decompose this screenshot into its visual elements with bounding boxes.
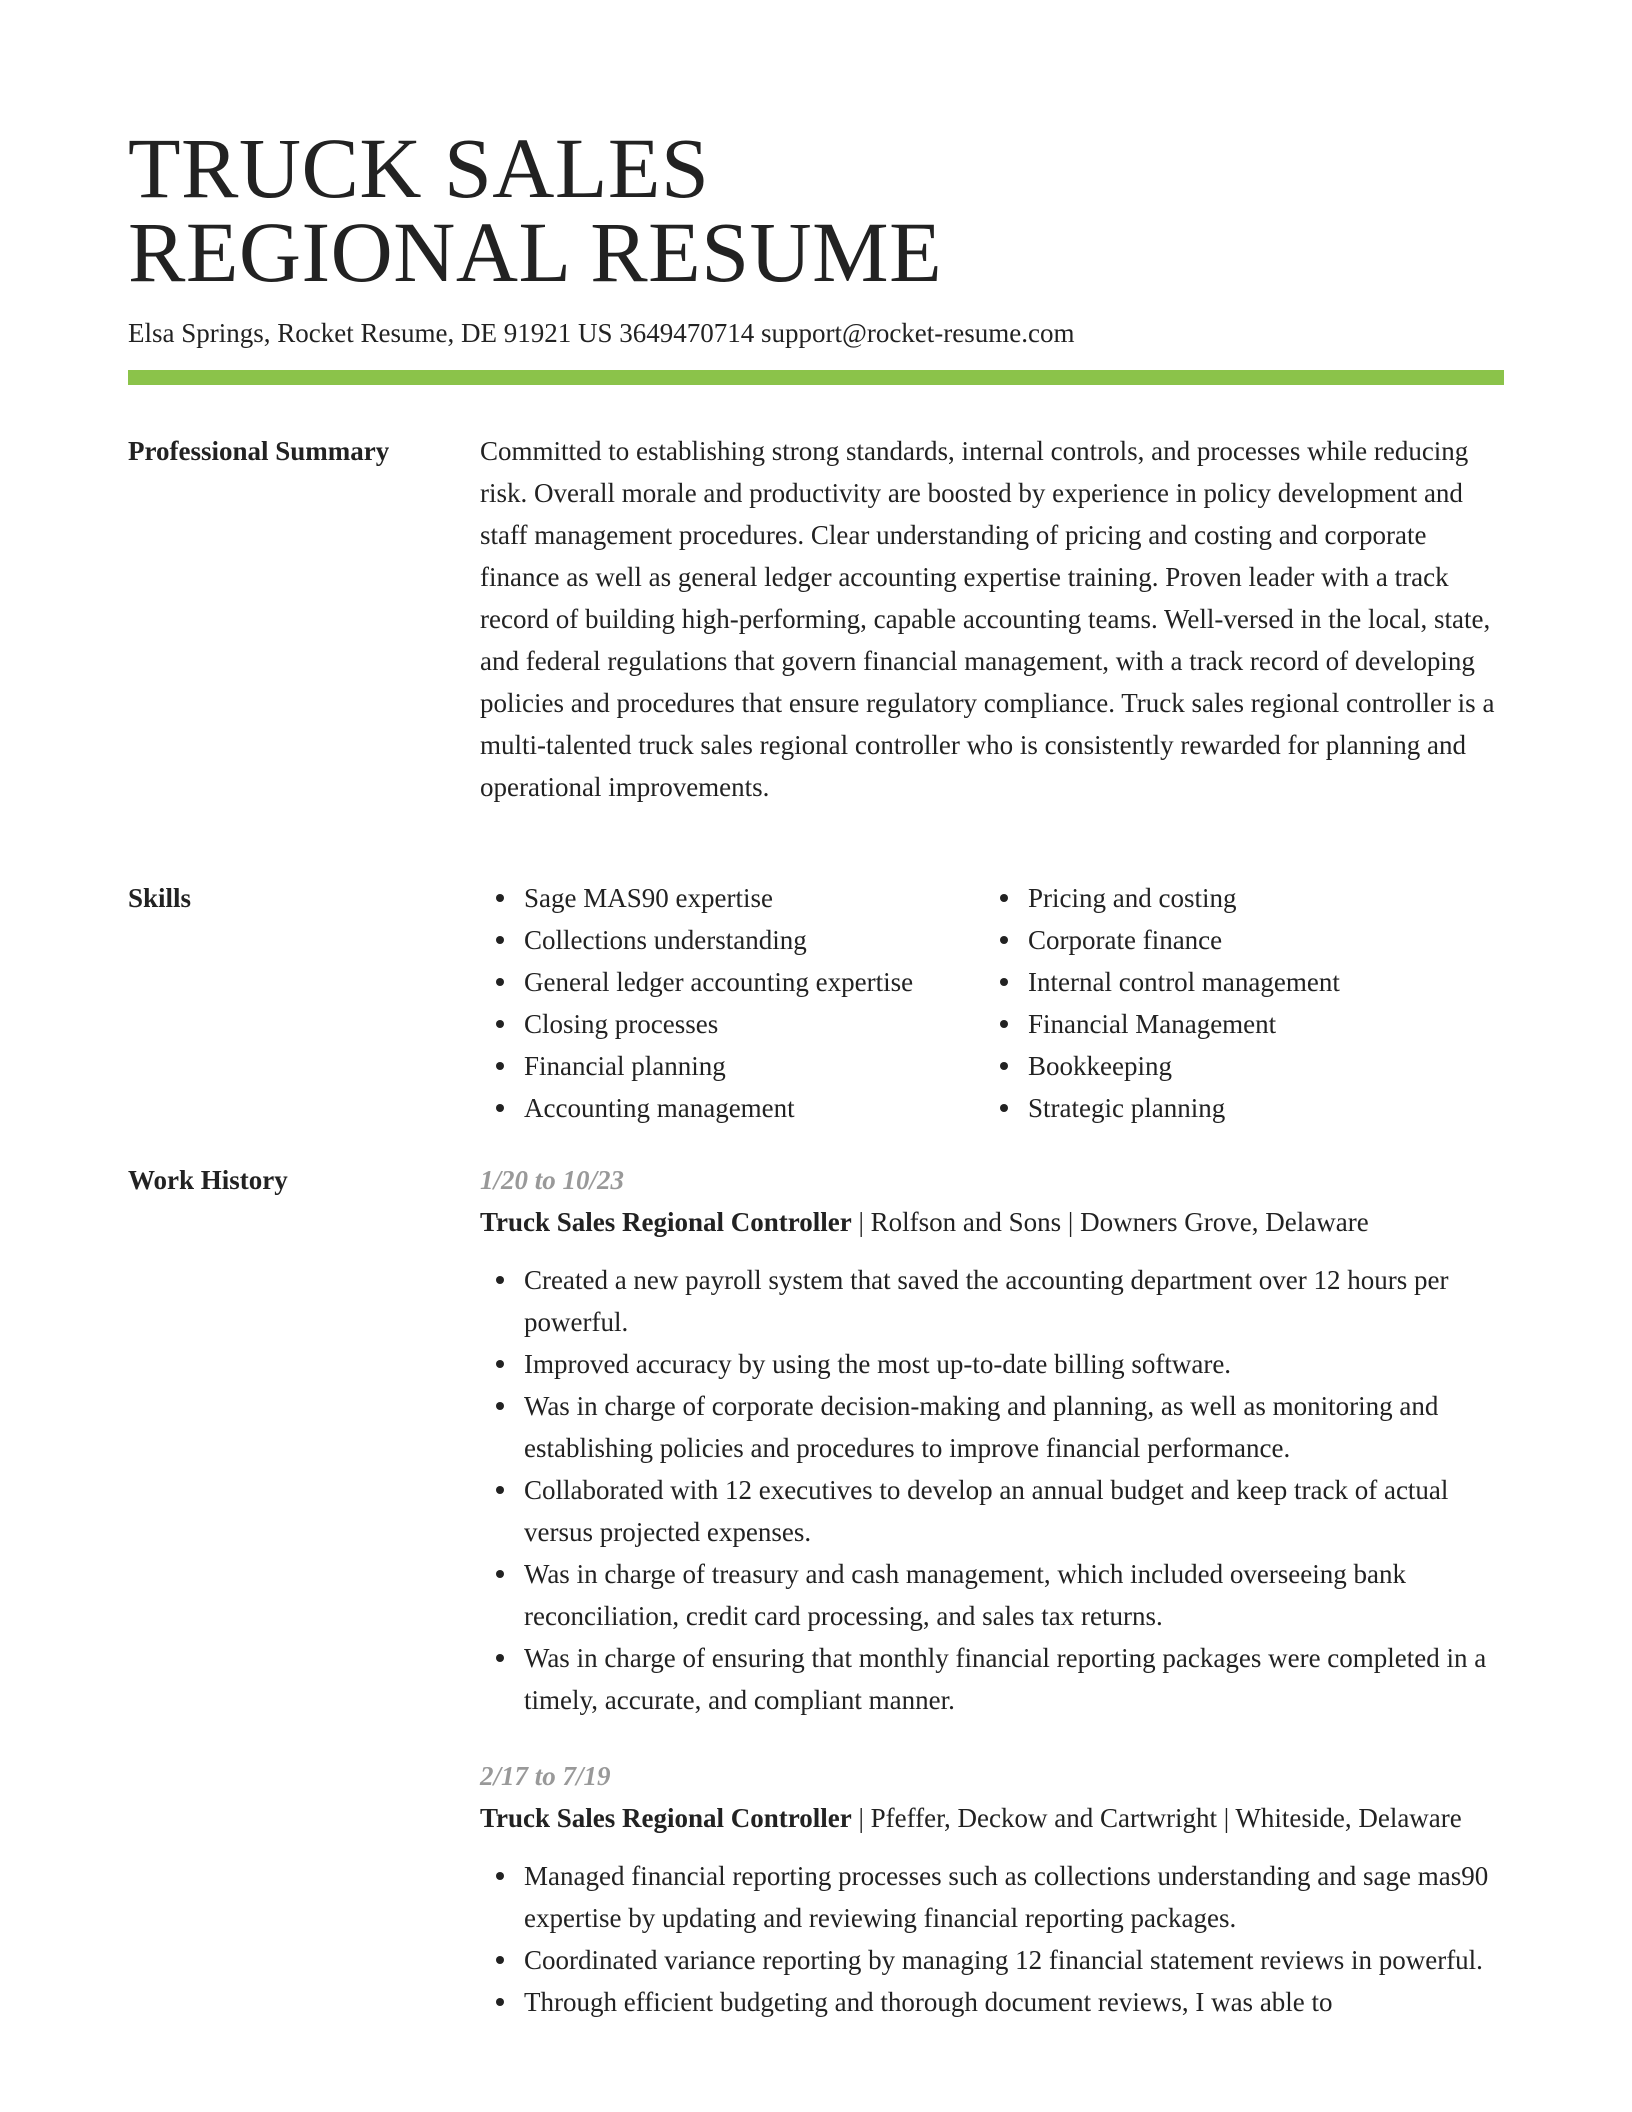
job-entry bbox=[480, 1159, 1504, 1721]
job-entry bbox=[480, 1755, 1504, 2023]
resume-header bbox=[128, 120, 1504, 385]
job-bullet: Was in charge of corporate decision-making and planning, as well as monitoring and establishing policies and procedures to improve financial performance. bbox=[480, 1385, 1504, 1469]
job-employer-location: | Pfeffer, Deckow and Cartwright | Whiteside, Delaware bbox=[851, 1803, 1462, 1833]
skill-item: Strategic planning bbox=[984, 1087, 1340, 1129]
job-title-line bbox=[480, 1797, 1504, 1839]
skill-item: General ledger accounting expertise bbox=[480, 961, 984, 1003]
job-title-line bbox=[480, 1201, 1504, 1243]
job-bullets bbox=[480, 1259, 1504, 1721]
work-history-heading: Work History bbox=[128, 1165, 288, 1195]
title-line-2: REGIONAL RESUME bbox=[128, 204, 943, 300]
skill-item: Collections understanding bbox=[480, 919, 984, 961]
job-bullet: Created a new payroll system that saved the accounting department over 12 hours per powerful. bbox=[480, 1259, 1504, 1343]
job-bullets bbox=[480, 1855, 1504, 2023]
page-title bbox=[128, 120, 1504, 300]
skill-item: Financial planning bbox=[480, 1045, 984, 1087]
job-bullet: Was in charge of ensuring that monthly financial reporting packages were completed in a timely, accurate, and compliant manner. bbox=[480, 1637, 1504, 1721]
job-title: Truck Sales Regional Controller bbox=[480, 1207, 852, 1237]
skills-section bbox=[128, 877, 1504, 1129]
summary-heading: Professional Summary bbox=[128, 436, 390, 466]
job-bullet: Was in charge of treasury and cash management, which included overseeing bank reconciliation, credit card processing, and sales tax returns. bbox=[480, 1553, 1504, 1637]
skill-item: Pricing and costing bbox=[984, 877, 1340, 919]
skill-item: Corporate finance bbox=[984, 919, 1340, 961]
job-dates: 1/20 to 10/23 bbox=[480, 1165, 625, 1195]
accent-divider bbox=[128, 370, 1504, 385]
summary-text: Committed to establishing strong standards, internal controls, and processes while reducing risk. Overall morale and productivity are boosted by experience in policy development and staff management procedures. Clear understanding of pricing and costing and corporate finance as well as general ledger accounting expertise training. Proven leader with a track record of building high-performing, capable accounting teams. Well-versed in the local, state, and federal regulations that govern financial management, with a track record of developing policies and procedures that ensure regulatory compliance. Truck sales regional controller is a multi-talented truck sales regional controller who is consistently rewarded for planning and operational improvements. bbox=[480, 436, 1495, 802]
job-bullet: Through efficient budgeting and thorough document reviews, I was able to bbox=[480, 1981, 1504, 2023]
skills-columns bbox=[480, 877, 1504, 1129]
skill-item: Accounting management bbox=[480, 1087, 984, 1129]
skill-item: Sage MAS90 expertise bbox=[480, 877, 984, 919]
skill-item: Closing processes bbox=[480, 1003, 984, 1045]
job-employer-location: | Rolfson and Sons | Downers Grove, Delaware bbox=[851, 1207, 1369, 1237]
skill-item: Bookkeeping bbox=[984, 1045, 1340, 1087]
skills-list-right bbox=[984, 877, 1340, 1129]
contact-info: Elsa Springs, Rocket Resume, DE 91921 US 3649470714 support@rocket-resume.com bbox=[128, 318, 1075, 348]
skills-body bbox=[480, 877, 1504, 1129]
summary-section bbox=[128, 430, 1504, 808]
work-history-section bbox=[128, 1159, 1504, 2057]
skills-list-left bbox=[480, 877, 984, 1129]
work-history-body bbox=[480, 1159, 1504, 2057]
job-bullet: Collaborated with 12 executives to develop an annual budget and keep track of actual versus projected expenses. bbox=[480, 1469, 1504, 1553]
skills-heading: Skills bbox=[128, 883, 192, 913]
job-bullet: Coordinated variance reporting by managing 12 financial statement reviews in powerful. bbox=[480, 1939, 1504, 1981]
skill-item: Internal control management bbox=[984, 961, 1340, 1003]
job-dates: 2/17 to 7/19 bbox=[480, 1761, 611, 1791]
title-line-1: TRUCK SALES bbox=[128, 120, 710, 216]
job-bullet: Improved accuracy by using the most up-to-date billing software. bbox=[480, 1343, 1504, 1385]
job-bullet: Managed financial reporting processes such as collections understanding and sage mas90 expertise by updating and reviewing financial reporting packages. bbox=[480, 1855, 1504, 1939]
summary-body bbox=[480, 430, 1504, 808]
skill-item: Financial Management bbox=[984, 1003, 1340, 1045]
job-title: Truck Sales Regional Controller bbox=[480, 1803, 852, 1833]
